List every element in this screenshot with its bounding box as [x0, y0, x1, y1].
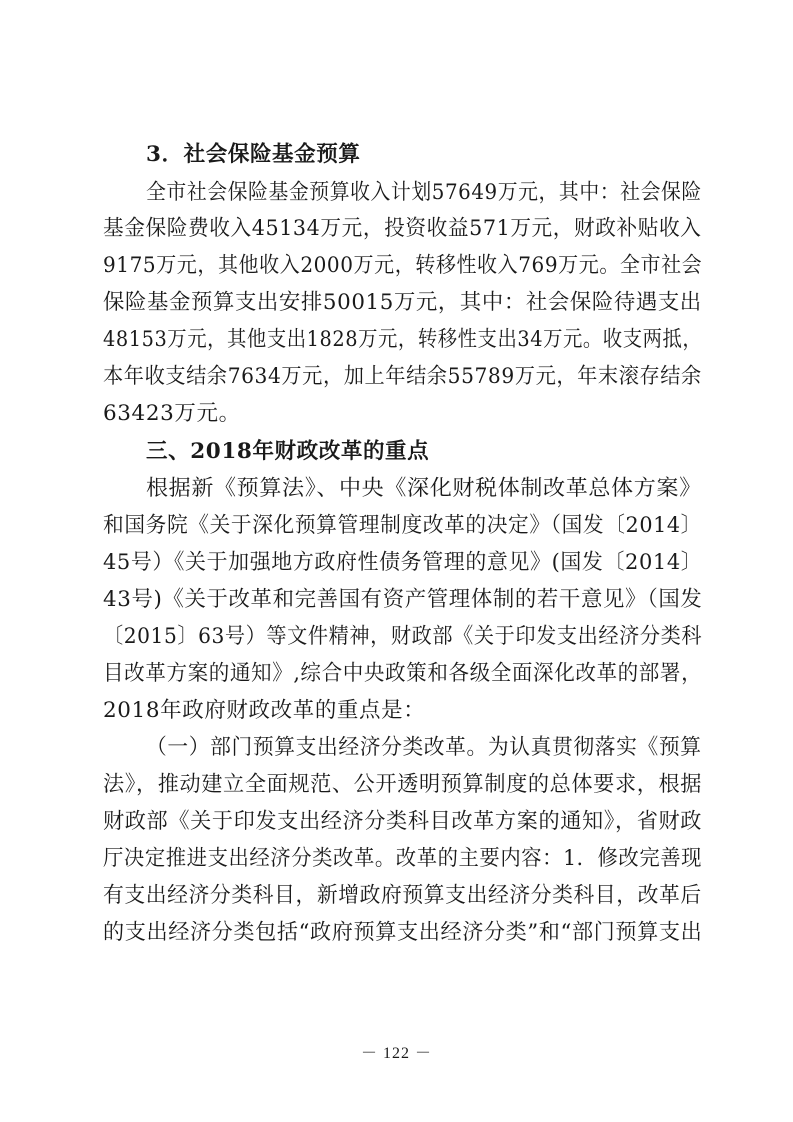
- paragraph-line: 〔2015〕63号）等文件精神，财政部《关于印发支出经济分类科: [103, 624, 703, 649]
- paragraph-line: 基金保险费收入45134万元，投资收益571万元，财政补贴收入: [103, 216, 702, 241]
- paragraph-line: 43号)《关于改革和完善国有资产管理体制的若干意见》（国发: [103, 587, 703, 612]
- paragraph-line: 的支出经济分类包括“政府预算支出经济分类”和“部门预算支出: [103, 920, 703, 945]
- paragraph-line: 本年收支结余7634万元，加上年结余55789万元，年末滚存结余: [103, 364, 702, 389]
- paragraph-line: 48153万元，其他支出1828万元，转移性支出34万元。收支两抵，: [103, 327, 703, 352]
- paragraph-line: 目改革方案的通知》,综合中央政策和各级全面深化改革的部署，: [103, 661, 703, 686]
- paragraph-line: 有支出经济分类科目，新增政府预算支出经济分类科目，改革后: [103, 883, 702, 908]
- page-number: － 122 －: [360, 1045, 432, 1062]
- paragraph-line: 财政部《关于印发支出经济分类科目改革方案的通知》，省财政: [103, 809, 703, 834]
- paragraph-line: 厅决定推进支出经济分类改革。改革的主要内容：1．修改完善现: [103, 846, 703, 871]
- paragraph-line: 9175万元，其他收入2000万元，转移性收入769万元。全市社会: [103, 253, 703, 278]
- paragraph-line: 2018年政府财政改革的重点是：: [103, 698, 426, 723]
- paragraph-line: 法》，推动建立全面规范、公开透明预算制度的总体要求，根据: [103, 772, 703, 797]
- section-heading-fiscal-reform: 三、2018年财政改革的重点: [146, 439, 430, 464]
- paragraph-line: 保险基金预算支出安排50015万元，其中：社会保险待遇支出: [103, 290, 702, 315]
- paragraph-line: 根据新《预算法》、中央《深化财税体制改革总体方案》: [146, 476, 702, 501]
- paragraph-line: 全市社会保险基金预算收入计划57649万元，其中：社会保险: [146, 180, 702, 205]
- paragraph-line: 63423万元。: [103, 401, 241, 426]
- section-heading-social-insurance: 3．社会保险基金预算: [146, 142, 361, 167]
- paragraph-line: 和国务院《关于深化预算管理制度改革的决定》（国发〔2014〕: [103, 513, 702, 538]
- paragraph-line: （一）部门预算支出经济分类改革。为认真贯彻落实《预算: [146, 735, 702, 760]
- paragraph-line: 45号）《关于加强地方政府性债务管理的意见》(国发〔2014〕: [103, 550, 703, 575]
